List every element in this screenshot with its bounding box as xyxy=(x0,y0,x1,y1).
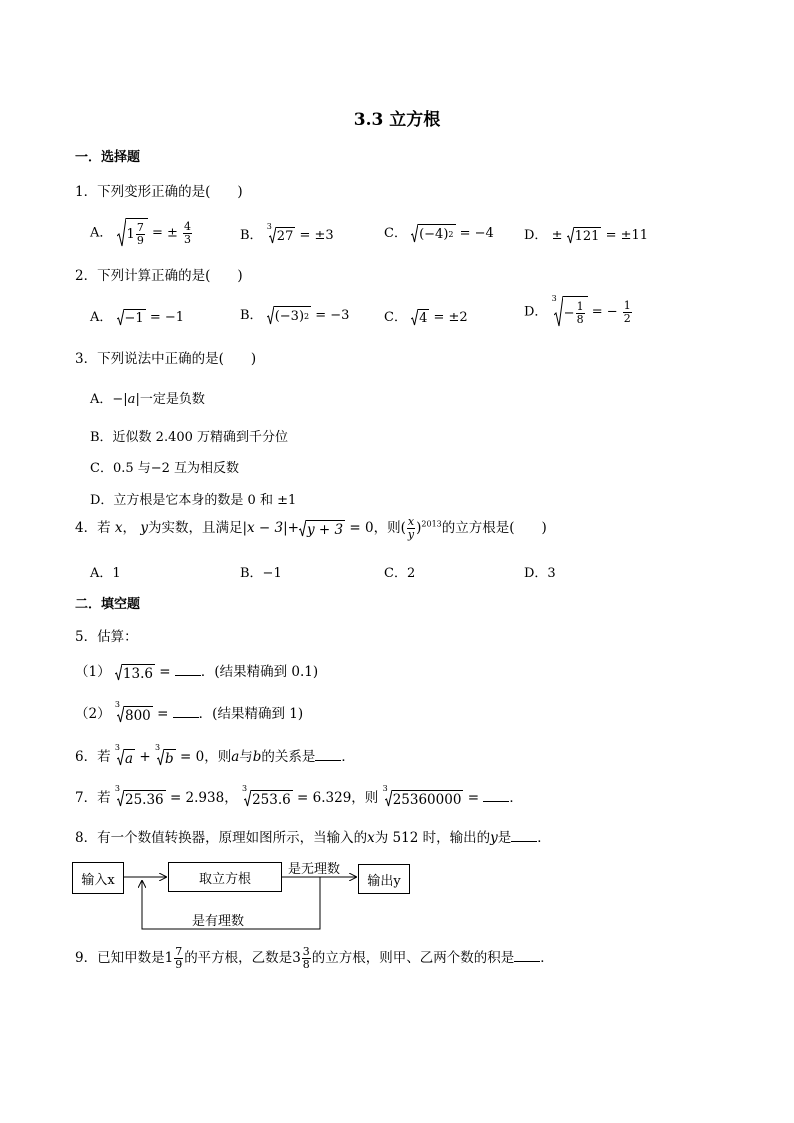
question-7-stem: 7．若 $^3$ 25.36 = 2.938， $^3$ 253.6 = 6.329，则 $^3$ 25360000 = ． xyxy=(75,784,523,808)
answer-blank[interactable] xyxy=(514,949,540,962)
fraction: $\frac{3}{8}$ xyxy=(302,945,310,971)
answer-blank[interactable] xyxy=(315,748,341,761)
radical-sign-icon xyxy=(117,218,126,248)
fraction: $\frac{1}{8}$ xyxy=(576,299,584,326)
fraction: $\frac{7}{9}$ xyxy=(136,220,144,247)
q3-option-d[interactable]: D．立方根是它本身的数是 0 和 ±1 xyxy=(90,493,297,508)
option-label: B． xyxy=(240,308,263,323)
section-heading-fill: 二．填空题 xyxy=(75,597,141,612)
q2-option-a[interactable]: A． −1 = −1 xyxy=(90,310,185,326)
fraction: $\frac{1}{2}$ xyxy=(623,298,631,325)
sqrt-expression: 121 xyxy=(567,227,602,244)
option-label: D． xyxy=(524,304,548,320)
output-box: 输出y xyxy=(358,864,410,894)
cube-root-expression: b xyxy=(157,749,176,767)
option-label: B． xyxy=(240,228,263,243)
process-box: 取立方根 xyxy=(168,862,282,892)
q1-option-d[interactable]: D． ± 121 = ±11 xyxy=(524,228,649,244)
q1-option-c[interactable]: C． (−4) 2 = −4 xyxy=(384,226,494,242)
sqrt-expression: (−3) 2 xyxy=(267,306,311,325)
q3-option-b[interactable]: B．近似数 2.400 万精确到千分位 xyxy=(90,430,289,445)
question-5-stem: 5．估算： xyxy=(75,629,138,645)
q4-option-d[interactable]: D．3 xyxy=(524,566,556,581)
q3-option-c[interactable]: C．0.5 与−2 互为相反数 xyxy=(90,461,240,476)
q4-option-a[interactable]: A．1 xyxy=(90,566,121,581)
cube-root-expression: 25.36 xyxy=(117,790,166,808)
question-9-stem: 9．已知甲数是1 $\frac{7}{9}$ 的平方根，乙数是3 $\frac{3}{8}$ 的立方根，则甲、乙两个数的积是 ． xyxy=(75,945,554,971)
sqrt-expression: 1 $\frac{7}{9}$ xyxy=(117,218,148,248)
answer-blank[interactable] xyxy=(483,789,509,802)
cube-root-expression: 27 xyxy=(269,227,296,244)
sqrt-expression: (−4) 2 xyxy=(411,224,455,243)
q5-part-1: （1） 13.6 = ．(结果精确到 0.1) xyxy=(75,664,319,682)
question-6-stem: 6．若 $^3$ a + $^3$ b = 0，则a与b的关系是 ． xyxy=(75,743,355,767)
radical-sign-icon xyxy=(411,309,418,326)
q2-option-d[interactable]: D． $^3$ − $\frac{1}{8}$ = − $\frac{1}{2}$ xyxy=(524,296,633,328)
question-8-stem: 8．有一个数值转换器，原理如图所示，当输入的x为 512 时，输出的y是 ． xyxy=(75,830,551,846)
q4-option-b[interactable]: B．−1 xyxy=(240,566,282,581)
input-box: 输入x xyxy=(72,862,124,894)
section-heading-choice: 一．选择题 xyxy=(75,150,141,165)
radical-sign-icon xyxy=(411,224,418,243)
cube-root-expression: 25360000 xyxy=(385,790,464,808)
option-label: D． xyxy=(524,228,548,243)
sqrt-expression: −1 xyxy=(117,309,146,326)
radical-sign-icon xyxy=(299,520,306,537)
option-label: A． xyxy=(90,225,113,241)
sqrt-expression: 13.6 xyxy=(115,664,155,682)
cube-root-expression: − $\frac{1}{8}$ xyxy=(554,296,588,328)
radical-sign-icon xyxy=(115,664,122,681)
radical-sign-icon xyxy=(117,309,124,326)
question-4-stem: 4．若 x， y为实数，且满足|x − 3|+ y + 3 = 0，则( $\frac{x}{y}$ )$^{2013}$的立方根是( ) xyxy=(75,515,547,541)
q1-option-a[interactable]: A． 1 $\frac{7}{9}$ = ± $\frac{4}{3}$ xyxy=(90,219,192,247)
q3-option-a[interactable]: A．−|a|一定是负数 xyxy=(90,392,205,407)
radical-sign-icon xyxy=(567,227,574,244)
option-label: C． xyxy=(384,226,407,241)
label-rational: 是有理数 xyxy=(192,914,245,929)
q5-part-2: （2） $^3$ 800 = ．(结果精确到 1) xyxy=(75,700,304,724)
sqrt-expression: 4 xyxy=(411,309,429,326)
answer-blank[interactable] xyxy=(173,705,199,718)
q1-option-b[interactable]: B． $^3$ 27 = ±3 xyxy=(240,222,334,244)
sqrt-expression: y + 3 xyxy=(299,520,345,538)
question-2-stem: 2．下列计算正确的是( ) xyxy=(75,268,243,284)
option-label: C． xyxy=(384,310,407,325)
q4-option-c[interactable]: C．2 xyxy=(384,566,416,581)
answer-blank[interactable] xyxy=(511,829,537,842)
answer-blank[interactable] xyxy=(175,663,201,676)
q2-option-b[interactable]: B． (−3) 2 = −3 xyxy=(240,308,350,324)
page-title: 3.3 立方根 xyxy=(353,110,441,130)
fraction: $\frac{x}{y}$ xyxy=(407,515,415,541)
question-1-stem: 1．下列变形正确的是( ) xyxy=(75,184,243,200)
fraction: $\frac{4}{3}$ xyxy=(184,219,192,246)
label-irrational: 是无理数 xyxy=(288,862,341,877)
cube-root-expression: 253.6 xyxy=(244,790,293,808)
cube-root-expression: 800 xyxy=(117,706,153,724)
question-3-stem: 3．下列说法中正确的是( ) xyxy=(75,351,257,367)
cube-root-expression: a xyxy=(117,749,135,767)
fraction: $\frac{7}{9}$ xyxy=(175,945,183,971)
radical-sign-icon xyxy=(267,306,274,325)
q2-option-c[interactable]: C． 4 = ±2 xyxy=(384,310,468,326)
option-label: A． xyxy=(90,310,113,325)
